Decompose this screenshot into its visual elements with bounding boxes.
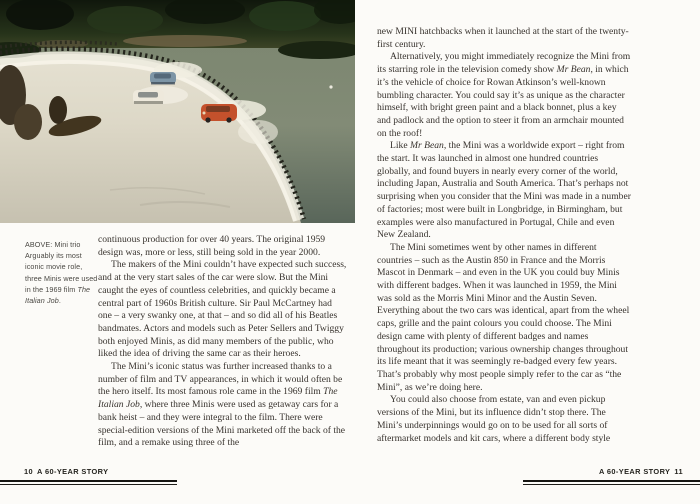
paragraph: The makers of the Mini couldn’t have expected such success, and at the very start sales of the car were slow. But the Mini caught the eyes of countless celebrities, and quickly became a central part of 1960s British culture. Sir Paul McCartney had one – a very swanky one, at that – and so did all of his Beatles bandmates. Actors and models such as Peter Sellers and Twiggy both enjoyed Minis, as did many members of the public, who liked the idea of driving the same car as their heroes. — [98, 259, 347, 360]
footer-rule — [0, 480, 177, 486]
caption-text: Arguably its most iconic movie role, three Minis were used in the 1969 film The Italian Job. — [25, 251, 98, 306]
caption-label: ABOVE: Mini trio — [25, 240, 81, 249]
left-page-footer — [24, 467, 112, 476]
mini-weir-photo — [0, 0, 355, 223]
paragraph: Like Mr Bean, the Mini was a worldwide export – right from the start. It was launched in almost one hundred countries globally, and found buyers in nearly every corner of the world, including Japan, Australia and South America. That’s perhaps not surprising when you consider that the Mini was made in a number of factories; most were built in Longbridge, in Birmingham, but examples were also manufactured in Portugal, Chile and even New Zealand. — [377, 140, 631, 241]
left-text-column — [98, 234, 348, 450]
page-number: 10 — [24, 467, 34, 476]
right-text-column — [377, 26, 631, 445]
white-mini — [133, 90, 164, 104]
running-title: A 60-YEAR STORY — [598, 467, 671, 476]
running-title: A 60-YEAR STORY — [37, 467, 109, 476]
right-page-footer — [599, 467, 687, 476]
paragraph: new MINI hatchbacks when it launched at the start of the twenty-first century. — [377, 26, 629, 50]
paragraph: You could also choose from estate, van and even pickup versions of the Mini, but its influence didn’t stop there. The Mini’s underpinnings would go on to be used for all sorts of aftermarket models and kit cars, where a different body style — [377, 394, 611, 444]
page-number: 11 — [674, 467, 683, 476]
mini-weir-photo-art — [0, 0, 355, 223]
footer-rule — [523, 480, 700, 486]
red-mini — [201, 104, 237, 123]
paragraph: The Mini’s iconic status was further increased thanks to a number of film and TV appearances, in which it would often be the hero itself. Its most famous role came in the 1969 film The Italian Job, where three Minis were used as getaway cars for a bank heist – and they were integral to the film. There were special-edition versions of the Mini marketed off the back of the film, and a remake using three of the — [98, 361, 346, 449]
paragraph: continuous production for over 40 years. The original 1959 design was, more or less, still being sold in the year 2000. — [98, 234, 326, 258]
distant-boat — [329, 85, 332, 88]
blue-mini — [150, 72, 176, 85]
paragraph: Alternatively, you might immediately recognize the Mini from its starring role in the television comedy show Mr Bean, in which it’s the vehicle of choice for Rowan Atkinson’s well-known bumbling character. You could say it’s as unique as the character himself, with bright green paint and a black bonnet, plus a key and padlock and the option to steer it from an armchair mounted on the roof! — [377, 51, 631, 139]
photo-caption — [25, 239, 101, 306]
paragraph: The Mini sometimes went by other names in different countries – such as the Austin 850 in France and the Morris Mascot in Denmark – and even in the UK you could buy Minis with different badges. When it was launched in 1959, the Mini was sold as the Morris Mini Minor and the Austin Seven. Everything about the two cars was identical, apart from the wheel caps, grille and the paint colours you could choose. The Mini design came with plenty of different badges and names throughout its production; various ownership changes throughout its life meant that it was seemingly re-badged every few years. That’s probably why most people simply refer to the car as “the Mini”, as we’re doing here. — [377, 241, 630, 393]
